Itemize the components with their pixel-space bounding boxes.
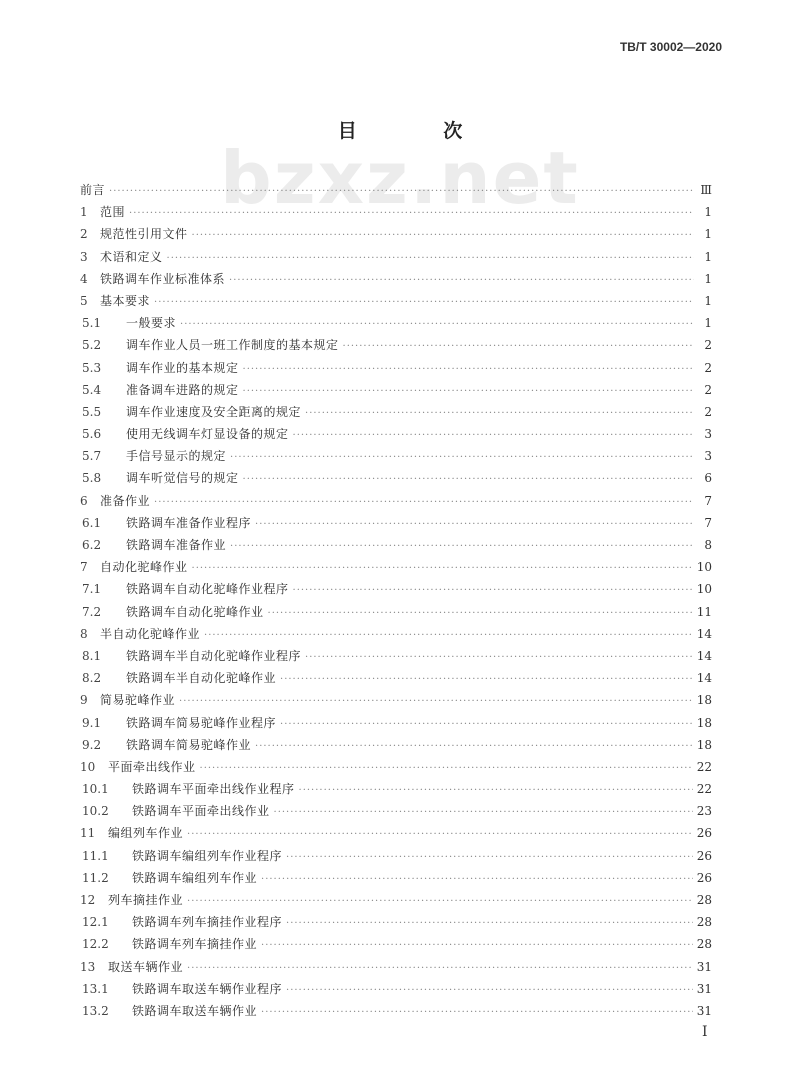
toc-entry[interactable] bbox=[80, 334, 712, 356]
standard-code: TB/T 30002—2020 bbox=[619, 40, 722, 54]
toc-entry[interactable] bbox=[80, 423, 712, 445]
toc-entry-page: 14 bbox=[696, 671, 712, 686]
toc-entry-page: 31 bbox=[696, 981, 712, 996]
toc-entry-title: 调车听觉信号的规定 bbox=[126, 471, 239, 486]
toc-entry-number: 11.2 bbox=[82, 870, 109, 885]
toc-entry-page: 26 bbox=[696, 870, 712, 885]
toc-entry[interactable] bbox=[80, 734, 712, 756]
toc-entry-title: 铁路调车取送车辆作业程序 bbox=[132, 981, 283, 996]
toc-entry-page: 22 bbox=[696, 759, 712, 774]
toc-dot-leader bbox=[179, 691, 693, 713]
toc-entry[interactable] bbox=[80, 978, 712, 1000]
toc-dot-leader bbox=[167, 248, 694, 270]
toc-entry-title: 编组列车作业 bbox=[108, 826, 184, 841]
toc-entry-number: 3 bbox=[80, 249, 88, 264]
toc-entry-title: 手信号显示的规定 bbox=[126, 449, 227, 464]
toc-entry-number: 4 bbox=[80, 271, 88, 286]
toc-entry-title: 铁路调车准备作业 bbox=[126, 538, 227, 552]
page-number: Ⅰ bbox=[702, 1024, 708, 1040]
toc-entry-title: 铁路调车简易驼峰作业 bbox=[126, 737, 252, 752]
toc-entry-number: 6 bbox=[80, 493, 88, 508]
toc-entry-number: 13.2 bbox=[82, 1003, 109, 1018]
toc-entry-page: 28 bbox=[696, 915, 712, 930]
toc-entry[interactable] bbox=[80, 534, 712, 556]
toc-entry-title: 范围 bbox=[100, 205, 126, 220]
toc-entry-title: 调车作业人员一班工作制度的基本规定 bbox=[126, 338, 339, 353]
toc-entry[interactable] bbox=[80, 357, 712, 379]
toc-entry[interactable] bbox=[80, 911, 712, 933]
toc-entry-page: 18 bbox=[696, 693, 712, 708]
toc-entry-page: 6 bbox=[704, 471, 712, 486]
toc-entry-title: 术语和定义 bbox=[100, 249, 163, 264]
toc-entry-page: 2 bbox=[704, 382, 712, 397]
toc-dot-leader bbox=[261, 1002, 693, 1024]
toc-entry[interactable] bbox=[80, 645, 712, 667]
toc-dot-leader bbox=[187, 891, 693, 913]
toc-entry[interactable] bbox=[80, 1000, 712, 1022]
toc-entry-title: 铁路调车平面牵出线作业 bbox=[132, 804, 270, 819]
toc-entry-page: 7 bbox=[704, 493, 712, 508]
toc-entry-title: 前言 bbox=[80, 183, 106, 197]
toc-entry[interactable] bbox=[80, 712, 712, 734]
toc-entry-title: 铁路调车编组列车作业程序 bbox=[132, 848, 283, 863]
toc-dot-leader bbox=[255, 736, 693, 758]
toc-entry-number: 5.1 bbox=[82, 316, 102, 331]
toc-entry-page: 18 bbox=[696, 715, 712, 730]
toc-entry[interactable] bbox=[80, 800, 712, 822]
table-of-contents bbox=[80, 179, 712, 1022]
toc-dot-leader bbox=[286, 847, 693, 869]
toc-entry[interactable] bbox=[80, 578, 712, 600]
toc-entry-page: 1 bbox=[704, 249, 712, 264]
toc-dot-leader bbox=[286, 980, 693, 1002]
toc-entry[interactable] bbox=[80, 845, 712, 867]
toc-entry-number: 5.3 bbox=[82, 360, 102, 375]
toc-dot-leader bbox=[243, 381, 694, 403]
toc-entry-number: 12 bbox=[80, 893, 96, 907]
toc-entry-title: 调车作业的基本规定 bbox=[126, 360, 239, 375]
toc-dot-leader bbox=[230, 536, 694, 558]
toc-entry-number: 8.1 bbox=[82, 648, 102, 663]
toc-entry-number: 7 bbox=[80, 560, 88, 575]
toc-entry[interactable] bbox=[80, 667, 712, 689]
toc-entry-page: 7 bbox=[704, 515, 712, 530]
toc-entry-page: 26 bbox=[696, 848, 712, 863]
toc-entry-number: 12.1 bbox=[82, 915, 109, 930]
toc-entry-number: 8.2 bbox=[82, 671, 102, 686]
toc-dot-leader bbox=[109, 181, 694, 203]
toc-dot-leader bbox=[299, 780, 693, 802]
toc-entry[interactable] bbox=[80, 401, 712, 423]
toc-entry-number: 12.2 bbox=[82, 937, 109, 952]
toc-entry-page: 14 bbox=[696, 648, 712, 663]
toc-entry-number: 9.1 bbox=[82, 715, 102, 730]
toc-entry[interactable] bbox=[80, 556, 712, 578]
toc-entry-title: 平面牵出线作业 bbox=[108, 759, 196, 774]
toc-dot-leader bbox=[305, 647, 693, 669]
toc-entry-page: 3 bbox=[704, 427, 712, 442]
toc-entry-title: 自动化驼峰作业 bbox=[100, 560, 188, 575]
toc-entry[interactable] bbox=[80, 223, 712, 245]
toc-dot-leader bbox=[343, 336, 694, 358]
toc-entry-number: 7.1 bbox=[82, 582, 102, 597]
toc-entry-number: 5.2 bbox=[82, 338, 102, 353]
toc-entry[interactable] bbox=[80, 379, 712, 401]
toc-entry-number: 10 bbox=[80, 759, 96, 774]
toc-entry-number: 6.2 bbox=[82, 538, 102, 552]
toc-entry[interactable] bbox=[80, 179, 712, 201]
toc-entry[interactable] bbox=[80, 467, 712, 489]
toc-entry-page: 23 bbox=[696, 804, 712, 819]
toc-dot-leader bbox=[192, 225, 694, 247]
toc-dot-leader bbox=[286, 913, 693, 935]
toc-entry[interactable] bbox=[80, 246, 712, 268]
toc-entry[interactable] bbox=[80, 201, 712, 223]
toc-entry-number: 8 bbox=[80, 626, 88, 641]
toc-entry-page: 18 bbox=[696, 737, 712, 752]
toc-entry-title: 一般要求 bbox=[126, 316, 177, 331]
toc-entry[interactable] bbox=[80, 867, 712, 889]
toc-entry-title: 铁路调车简易驼峰作业程序 bbox=[126, 715, 277, 730]
toc-dot-leader bbox=[280, 669, 693, 691]
toc-entry-number: 13.1 bbox=[82, 981, 109, 996]
toc-dot-leader bbox=[200, 758, 693, 780]
toc-entry-page: 26 bbox=[696, 826, 712, 841]
toc-entry-page: 31 bbox=[696, 959, 712, 974]
toc-dot-leader bbox=[293, 425, 694, 447]
toc-entry-page: 31 bbox=[696, 1003, 712, 1018]
toc-entry-page: 8 bbox=[704, 538, 712, 552]
toc-entry[interactable] bbox=[80, 445, 712, 467]
toc-entry-number: 6.1 bbox=[82, 515, 102, 530]
toc-entry-title: 铁路调车半自动化驼峰作业 bbox=[126, 671, 277, 686]
toc-entry-title: 铁路调车列车摘挂作业程序 bbox=[132, 915, 283, 930]
toc-entry-title: 取送车辆作业 bbox=[108, 959, 184, 974]
page-title: 目 次 bbox=[337, 120, 503, 142]
toc-entry-page: 1 bbox=[704, 271, 712, 286]
toc-entry-title: 基本要求 bbox=[100, 293, 151, 308]
toc-entry-title: 调车作业速度及安全距离的规定 bbox=[126, 404, 302, 419]
toc-entry-page: 28 bbox=[696, 937, 712, 952]
watermark: bzxz.net bbox=[220, 136, 580, 220]
toc-entry-number: 5.6 bbox=[82, 427, 102, 442]
toc-entry-page: 11 bbox=[696, 604, 712, 619]
toc-entry-page: 2 bbox=[704, 404, 712, 419]
toc-entry[interactable] bbox=[80, 689, 712, 711]
toc-entry-number: 1 bbox=[80, 205, 88, 220]
toc-entry-title: 准备调车进路的规定 bbox=[126, 382, 239, 397]
toc-dot-leader bbox=[293, 580, 693, 602]
toc-entry-page: 22 bbox=[696, 782, 712, 797]
toc-entry-title: 铁路调车取送车辆作业 bbox=[132, 1003, 258, 1018]
toc-entry-number: 5.4 bbox=[82, 382, 102, 397]
toc-entry[interactable] bbox=[80, 822, 712, 844]
toc-dot-leader bbox=[187, 958, 693, 980]
toc-entry[interactable] bbox=[80, 933, 712, 955]
toc-entry-page: 1 bbox=[704, 293, 712, 308]
toc-entry-number: 2 bbox=[80, 227, 88, 242]
toc-dot-leader bbox=[243, 469, 694, 491]
toc-entry[interactable] bbox=[80, 756, 712, 778]
toc-dot-leader bbox=[229, 270, 694, 292]
toc-dot-leader bbox=[261, 869, 693, 891]
toc-entry[interactable] bbox=[80, 623, 712, 645]
toc-entry-page: 1 bbox=[704, 316, 712, 331]
toc-entry-number: 7.2 bbox=[82, 604, 102, 619]
toc-entry-number: 5 bbox=[80, 293, 88, 308]
toc-entry-title: 铁路调车自动化驼峰作业程序 bbox=[126, 582, 289, 597]
toc-dot-leader bbox=[274, 802, 693, 824]
toc-entry-title: 使用无线调车灯显设备的规定 bbox=[126, 427, 289, 442]
toc-entry-number: 10.1 bbox=[82, 782, 109, 797]
toc-entry-number: 5.8 bbox=[82, 471, 102, 486]
toc-entry-page: 1 bbox=[704, 227, 712, 242]
toc-entry-number: 9 bbox=[80, 693, 88, 708]
toc-entry-number: 10.2 bbox=[82, 804, 109, 819]
toc-dot-leader bbox=[268, 603, 693, 625]
toc-entry[interactable] bbox=[80, 268, 712, 290]
toc-entry-page: Ⅲ bbox=[700, 183, 712, 197]
toc-entry-title: 铁路调车作业标准体系 bbox=[100, 271, 226, 286]
toc-dot-leader bbox=[280, 714, 693, 736]
toc-entry-title: 铁路调车编组列车作业 bbox=[132, 870, 258, 885]
toc-entry[interactable] bbox=[80, 290, 712, 312]
toc-entry-title: 规范性引用文件 bbox=[100, 227, 188, 242]
toc-entry-title: 列车摘挂作业 bbox=[108, 893, 184, 907]
toc-entry-title: 半自动化驼峰作业 bbox=[100, 626, 201, 641]
toc-entry[interactable] bbox=[80, 490, 712, 512]
toc-entry-title: 铁路调车列车摘挂作业 bbox=[132, 937, 258, 952]
toc-dot-leader bbox=[154, 292, 694, 314]
toc-dot-leader bbox=[204, 625, 693, 647]
toc-dot-leader bbox=[243, 359, 694, 381]
toc-dot-leader bbox=[255, 514, 694, 536]
toc-entry-page: 10 bbox=[696, 560, 712, 575]
toc-entry-page: 2 bbox=[704, 338, 712, 353]
toc-entry-title: 铁路调车平面牵出线作业程序 bbox=[132, 782, 295, 797]
toc-entry-number: 13 bbox=[80, 959, 96, 974]
toc-entry-page: 28 bbox=[696, 893, 712, 907]
toc-entry[interactable] bbox=[80, 512, 712, 534]
toc-entry-title: 铁路调车半自动化驼峰作业程序 bbox=[126, 648, 302, 663]
toc-dot-leader bbox=[180, 314, 694, 336]
toc-dot-leader bbox=[129, 203, 694, 225]
toc-entry-page: 3 bbox=[704, 449, 712, 464]
toc-entry-number: 11 bbox=[80, 826, 96, 841]
toc-entry-page: 10 bbox=[696, 582, 712, 597]
toc-entry-number: 11.1 bbox=[82, 848, 109, 863]
toc-entry[interactable] bbox=[80, 312, 712, 334]
toc-entry[interactable] bbox=[80, 778, 712, 800]
toc-dot-leader bbox=[230, 447, 694, 469]
toc-entry-number: 5.7 bbox=[82, 449, 102, 464]
toc-dot-leader bbox=[192, 558, 693, 580]
toc-entry[interactable] bbox=[80, 889, 712, 911]
toc-dot-leader bbox=[261, 935, 693, 957]
toc-entry-number: 5.5 bbox=[82, 404, 102, 419]
toc-entry-title: 准备作业 bbox=[100, 493, 151, 508]
toc-dot-leader bbox=[305, 403, 694, 425]
toc-dot-leader bbox=[154, 492, 694, 514]
toc-entry-page: 1 bbox=[704, 205, 712, 220]
toc-entry[interactable] bbox=[80, 956, 712, 978]
toc-dot-leader bbox=[187, 824, 693, 846]
toc-entry-number: 9.2 bbox=[82, 737, 102, 752]
toc-entry-title: 铁路调车自动化驼峰作业 bbox=[126, 604, 264, 619]
toc-entry-page: 14 bbox=[696, 626, 712, 641]
toc-entry[interactable] bbox=[80, 601, 712, 623]
toc-entry-page: 2 bbox=[704, 360, 712, 375]
toc-entry-title: 铁路调车准备作业程序 bbox=[126, 515, 252, 530]
toc-entry-title: 简易驼峰作业 bbox=[100, 693, 176, 708]
